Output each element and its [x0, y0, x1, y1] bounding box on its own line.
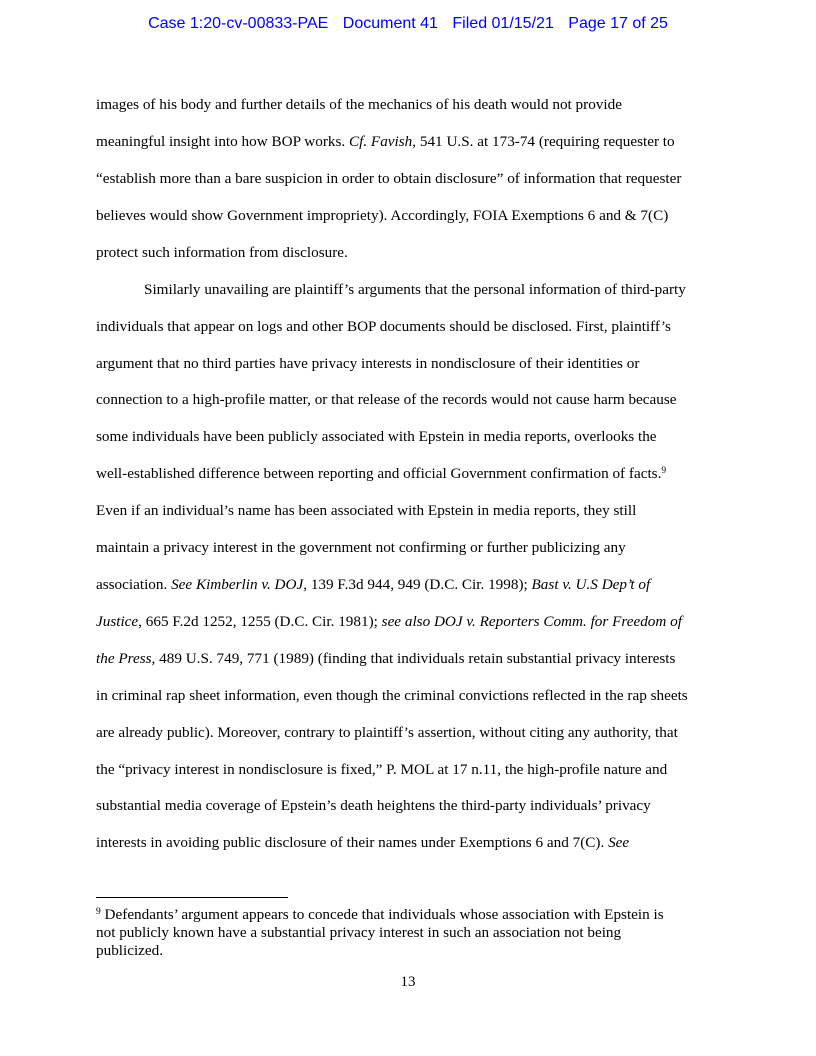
- body-line: in criminal rap sheet information, even though the criminal convictions reflected in the rap sheets: [96, 687, 688, 704]
- footnote-line: $^9$ Defendants’ argument appears to concede that individuals whose association with Epstein is: [96, 906, 664, 923]
- footnote-number: 9: [96, 907, 101, 917]
- body-line: connection to a high-profile matter, or that release of the records would not cause harm because: [96, 391, 677, 408]
- citation: see also DOJ v. Reporters Comm. for Freedom of: [381, 613, 682, 630]
- citation: See: [608, 834, 630, 851]
- case-number: Case 1:20-cv-00833-PAE: [148, 15, 329, 32]
- body-line: meaningful insight into how BOP works. Cf. Favish, 541 U.S. at 173-74 (requiring requester to: [96, 133, 675, 150]
- body-line: argument that no third parties have privacy interests in nondisclosure of their identities or: [96, 355, 640, 372]
- body-line: association. See Kimberlin v. DOJ, 139 F.3d 944, 949 (D.C. Cir. 1998); Bast v. U.S Dep’t of: [96, 576, 651, 593]
- citation: Bast v. U.S Dep’t of: [531, 576, 651, 593]
- body-line: “establish more than a bare suspicion in order to obtain disclosure” of information that requester: [96, 170, 682, 187]
- footnote-reference[interactable]: 9: [661, 466, 667, 476]
- page-count: Page 17 of 25: [568, 15, 668, 32]
- body-line: some individuals have been publicly associated with Epstein in media reports, overlooks the: [96, 428, 657, 445]
- page-number: 13: [400, 974, 416, 990]
- citation: See Kimberlin v. DOJ: [171, 576, 304, 593]
- case-header: [0, 15, 816, 33]
- body-line: maintain a privacy interest in the government not confirming or further publicizing any: [96, 539, 626, 556]
- body-line: the “privacy interest in nondisclosure is fixed,” P. MOL at 17 n.11, the high-profile nature and: [96, 761, 668, 778]
- document-number: Document 41: [342, 15, 438, 32]
- citation: the Press: [96, 650, 152, 667]
- body-line: Similarly unavailing are plaintiff’s arguments that the personal information of third-party: [144, 281, 686, 298]
- body-line: the Press, 489 U.S. 749, 771 (1989) (finding that individuals retain substantial privacy interests: [96, 650, 676, 667]
- body-line: substantial media coverage of Epstein’s death heightens the third-party individuals’ privacy: [96, 797, 651, 814]
- body-line: protect such information from disclosure.: [96, 244, 348, 261]
- footnote-line: not publicly known have a substantial privacy interest in such an association not being: [96, 924, 622, 941]
- footnote-divider: [96, 897, 288, 898]
- body-line: Even if an individual’s name has been associated with Epstein in media reports, they still: [96, 502, 637, 519]
- body-line: are already public). Moreover, contrary to plaintiff’s assertion, without citing any authority, that: [96, 724, 678, 741]
- footnote-line: publicized.: [96, 942, 164, 959]
- body-line: believes would show Government impropriety). Accordingly, FOIA Exemptions 6 and & 7(C): [96, 207, 669, 224]
- body-line: Justice, 665 F.2d 1252, 1255 (D.C. Cir. 1981); see also DOJ v. Reporters Comm. for Freedom of: [96, 613, 682, 630]
- filed-date: Filed 01/15/21: [452, 15, 554, 32]
- citation: Justice: [96, 613, 139, 630]
- body-line: images of his body and further details of the mechanics of his death would not provide: [96, 96, 622, 113]
- body-line: interests in avoiding public disclosure of their names under Exemptions 6 and 7(C). See: [96, 834, 630, 851]
- body-line: individuals that appear on logs and other BOP documents should be disclosed. First, plaintiff’s: [96, 318, 671, 335]
- body-line: well-established difference between reporting and official Government confirmation of facts.$^9$: [96, 465, 667, 482]
- citation: Cf. Favish: [348, 133, 413, 150]
